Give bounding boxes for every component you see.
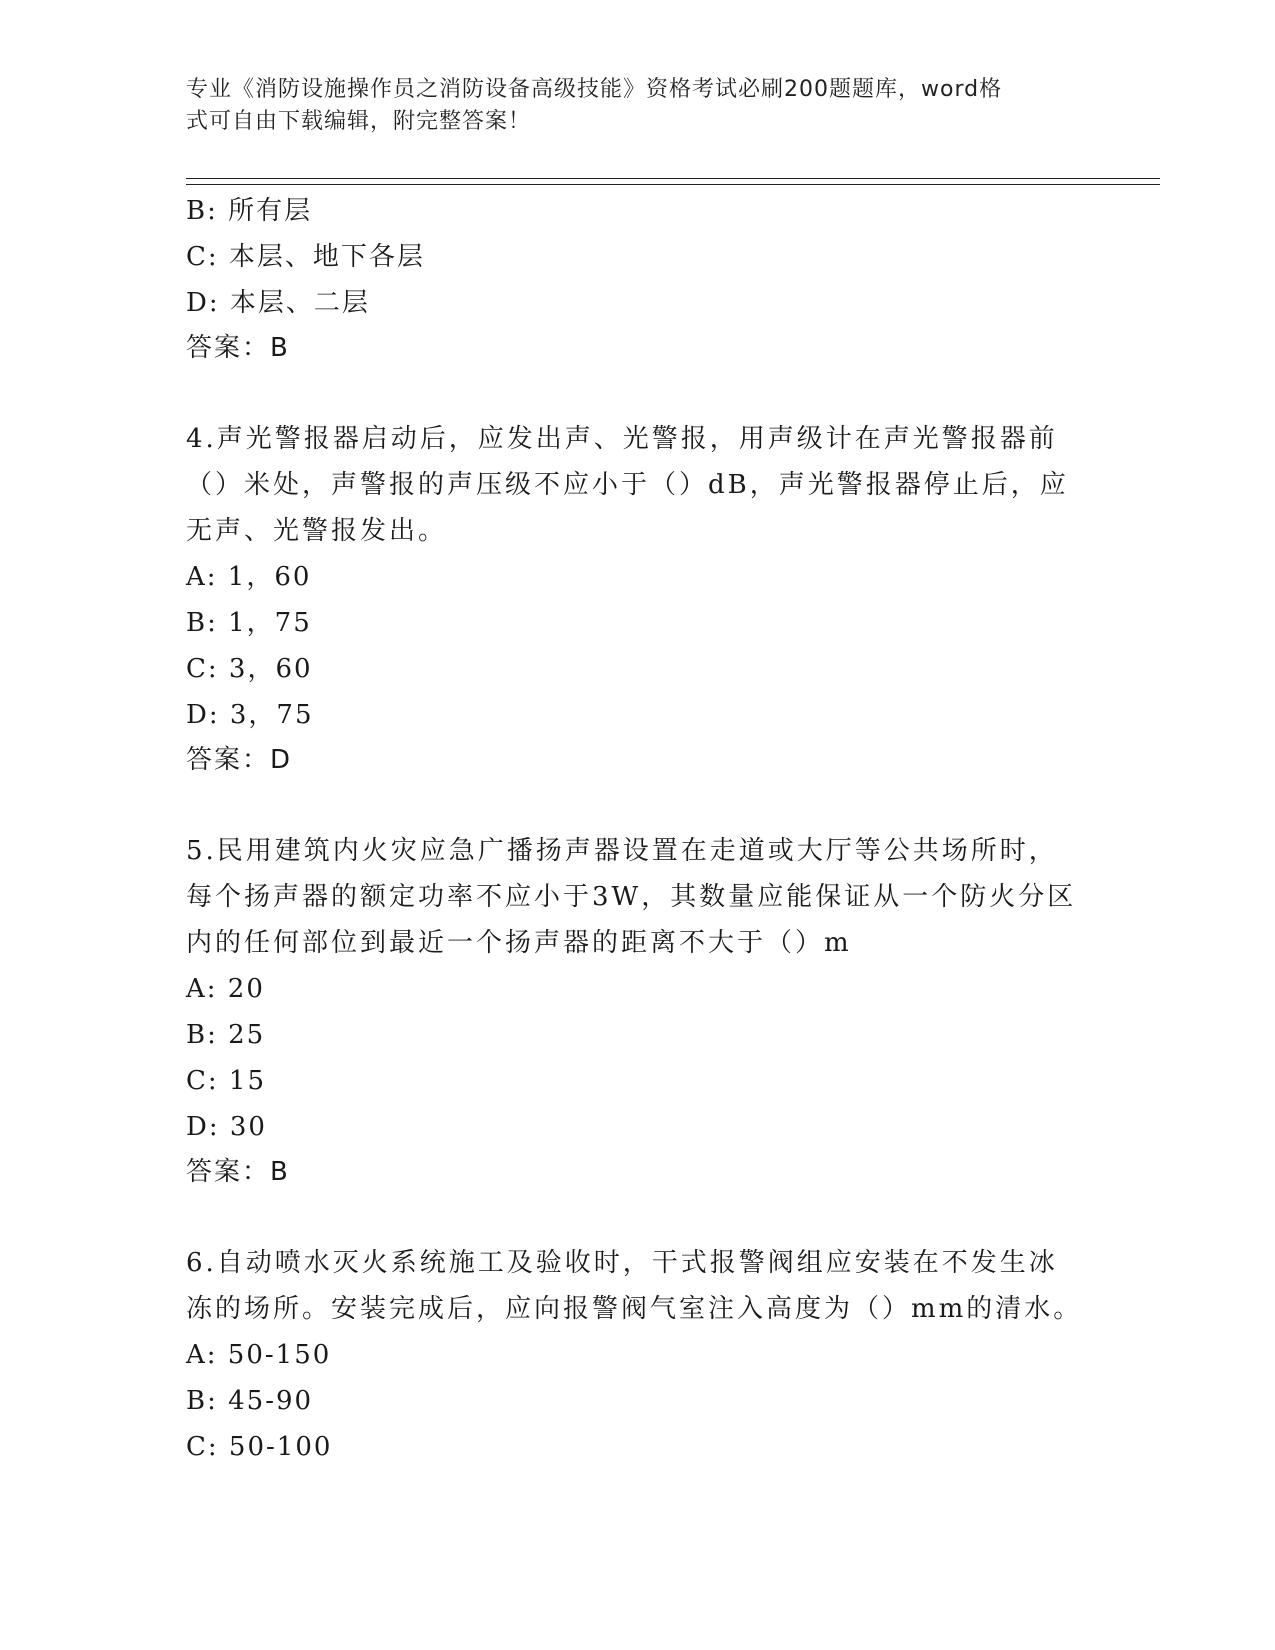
q3-option-c: C: 本层、地下各层: [186, 242, 425, 272]
header-divider: [186, 178, 1160, 185]
q6-option-c: C: 50-100: [186, 1432, 333, 1462]
question-3-block: [186, 188, 1086, 370]
document-body: [186, 188, 1086, 1470]
q6-text-line-2: 冻的场所。安装完成后，应向报警阀气室注入高度为（）mm的清水。: [186, 1294, 1083, 1324]
q5-option-d: D: 30: [186, 1112, 267, 1142]
q4-text-line-2: （）米处，声警报的声压级不应小于（）dB，声光警报器停止后，应: [186, 470, 1069, 500]
q3-option-b: B: 所有层: [186, 196, 313, 226]
q4-text-line-3: 无声、光警报发出。: [186, 516, 448, 546]
q6-text-line-1: 6.自动喷水灭火系统施工及验收时，干式报警阀组应安装在不发生冰: [186, 1248, 1058, 1278]
document-header: [186, 74, 1066, 138]
question-5-block: [186, 828, 1086, 1194]
q3-option-d: D: 本层、二层: [186, 288, 370, 318]
q5-text-line-1: 5.民用建筑内火灾应急广播扬声器设置在走道或大厅等公共场所时，: [186, 836, 1058, 866]
q4-option-a: A: 1，60: [186, 562, 312, 592]
document-page: [186, 0, 1166, 1650]
q4-option-b: B: 1，75: [186, 608, 312, 638]
q6-option-b: B: 45-90: [186, 1386, 314, 1416]
header-line-1: 专业《消防设施操作员之消防设备高级技能》资格考试必刷200题题库，word格: [186, 77, 1003, 102]
q3-answer: 答案：B: [186, 333, 290, 363]
header-line-2: 式可自由下载编辑，附完整答案！: [186, 109, 532, 134]
q5-option-a: A: 20: [186, 974, 265, 1004]
q4-answer: 答案：D: [186, 745, 293, 775]
q6-option-a: A: 50-150: [186, 1340, 332, 1370]
q5-text-line-2: 每个扬声器的额定功率不应小于3W，其数量应能保证从一个防火分区: [186, 882, 1077, 912]
q5-text-line-3: 内的任何部位到最近一个扬声器的距离不大于（）m: [186, 928, 852, 958]
q4-option-c: C: 3，60: [186, 654, 313, 684]
question-4-block: [186, 416, 1086, 782]
q5-option-c: C: 15: [186, 1066, 267, 1096]
q4-option-d: D: 3，75: [186, 700, 314, 730]
q5-answer: 答案：B: [186, 1157, 290, 1187]
question-6-block: [186, 1240, 1086, 1470]
q4-text-line-1: 4.声光警报器启动后，应发出声、光警报，用声级计在声光警报器前: [186, 424, 1058, 454]
q5-option-b: B: 25: [186, 1020, 266, 1050]
